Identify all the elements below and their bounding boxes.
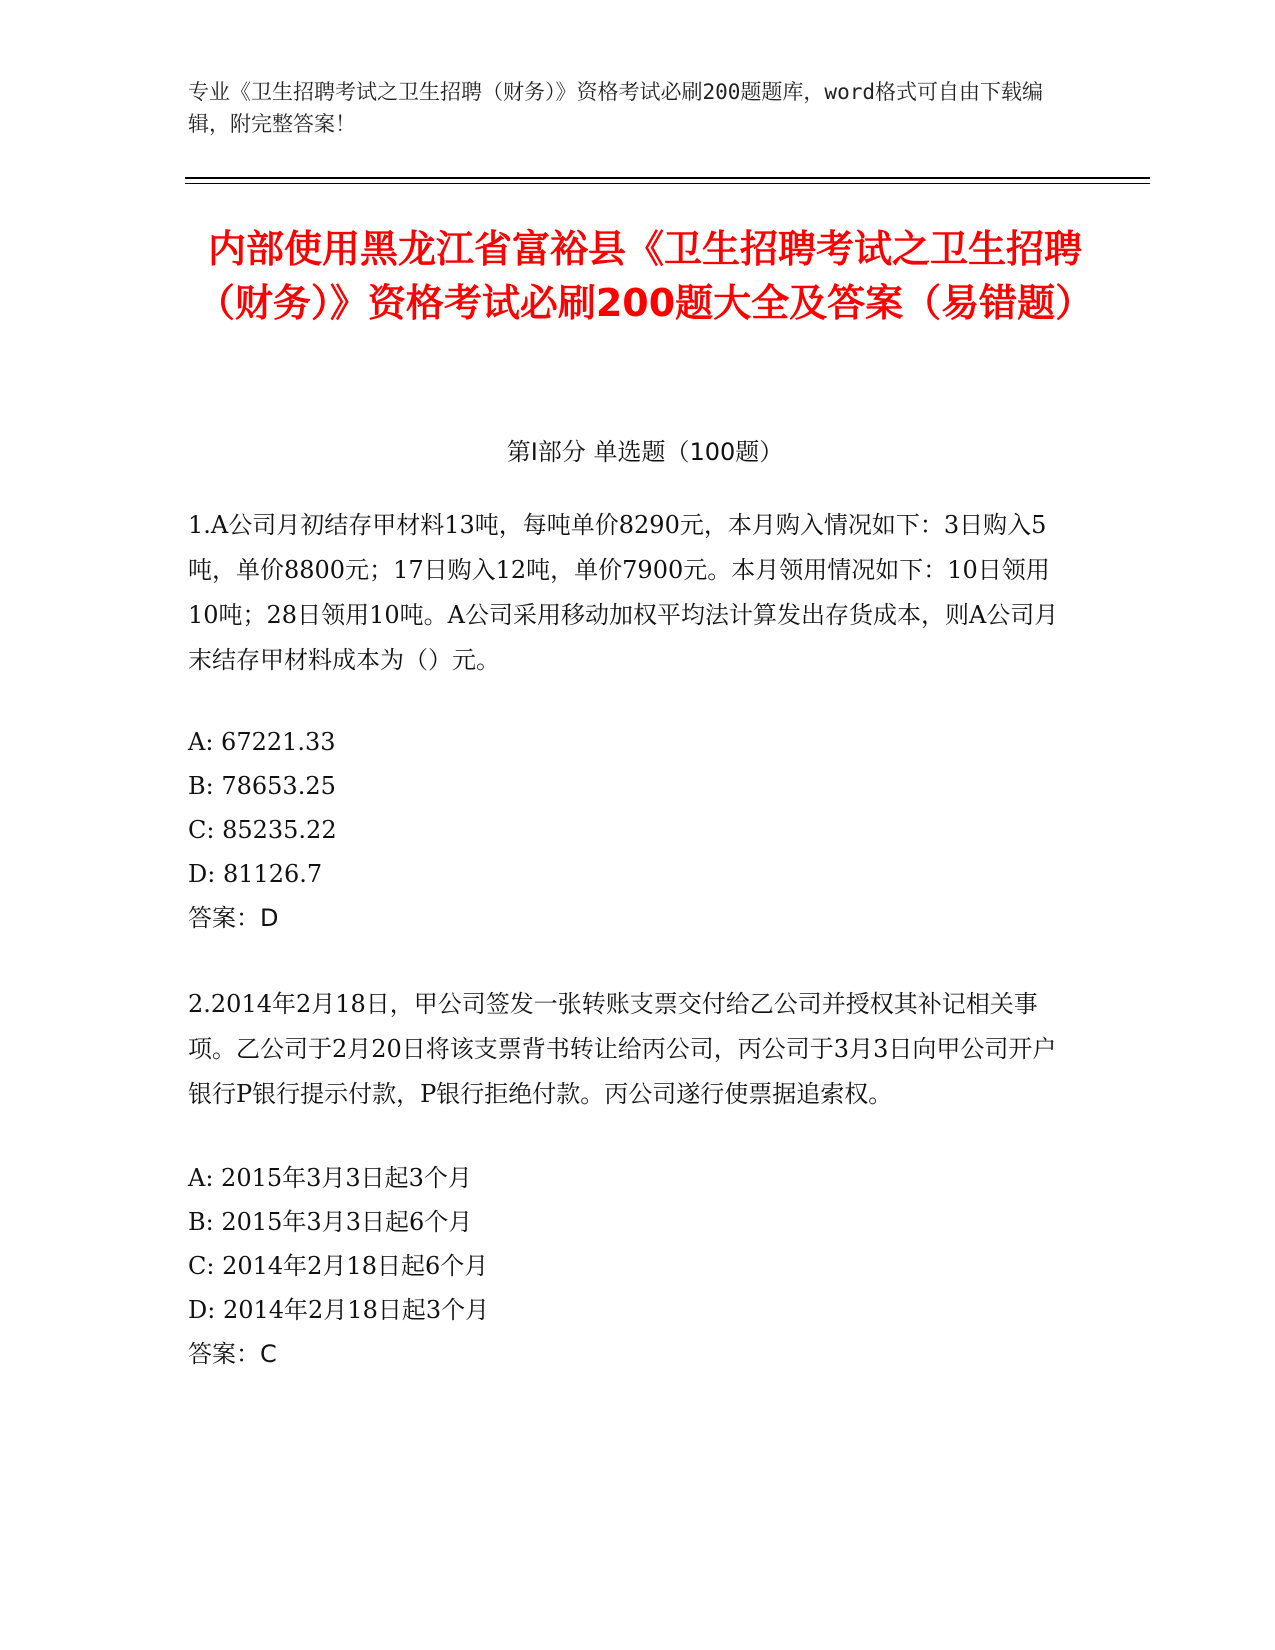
question-1-option-b: B: 78653.25 bbox=[188, 772, 336, 800]
header-divider-thick bbox=[185, 177, 1150, 179]
question-2-answer: 答案：C bbox=[188, 1340, 277, 1368]
question-2-option-a: A: 2015年3月3日起3个月 bbox=[188, 1164, 472, 1192]
question-2-option-c: C: 2014年2月18日起6个月 bbox=[188, 1252, 489, 1280]
question-2-stem: 2.2014年2月18日，甲公司签发一张转账支票交付给乙公司并授权其补记相关事项。乙公司于2月20日将该支票背书转让给丙公司，丙公司于3月3日向甲公司开户银行P银行提示付款，P银行拒绝付款。丙公司遂行使票据追索权。 bbox=[188, 990, 1057, 1108]
question-1-answer: 答案：D bbox=[188, 904, 279, 932]
question-1-option-c: C: 85235.22 bbox=[188, 816, 337, 844]
question-2-option-d: D: 2014年2月18日起3个月 bbox=[188, 1296, 490, 1324]
question-1-option-d: D: 81126.7 bbox=[188, 860, 323, 888]
question-2-option-b: B: 2015年3月3日起6个月 bbox=[188, 1208, 473, 1236]
question-1-option-a: A: 67221.33 bbox=[188, 728, 336, 756]
header-divider-thin bbox=[185, 183, 1150, 184]
document-title: 内部使用黑龙江省富裕县《卫生招聘考试之卫生招聘（财务）》资格考试必刷200题大全及答案（易错题） bbox=[196, 227, 1094, 325]
section-title: 第Ⅰ部分 单选题（100题） bbox=[506, 438, 784, 466]
header-note: 专业《卫生招聘考试之卫生招聘（财务）》资格考试必刷200题题库，word格式可自由下载编辑，附完整答案！ bbox=[188, 80, 1043, 136]
question-1-stem: 1.A公司月初结存甲材料13吨，每吨单价8290元，本月购入情况如下：3日购入5吨，单价8800元；17日购入12吨，单价7900元。本月领用情况如下：10日领用10吨；28日领用10吨。A公司采用移动加权平均法计算发出存货成本，则A公司月末结存甲材料成本为（）元。 bbox=[188, 511, 1059, 674]
